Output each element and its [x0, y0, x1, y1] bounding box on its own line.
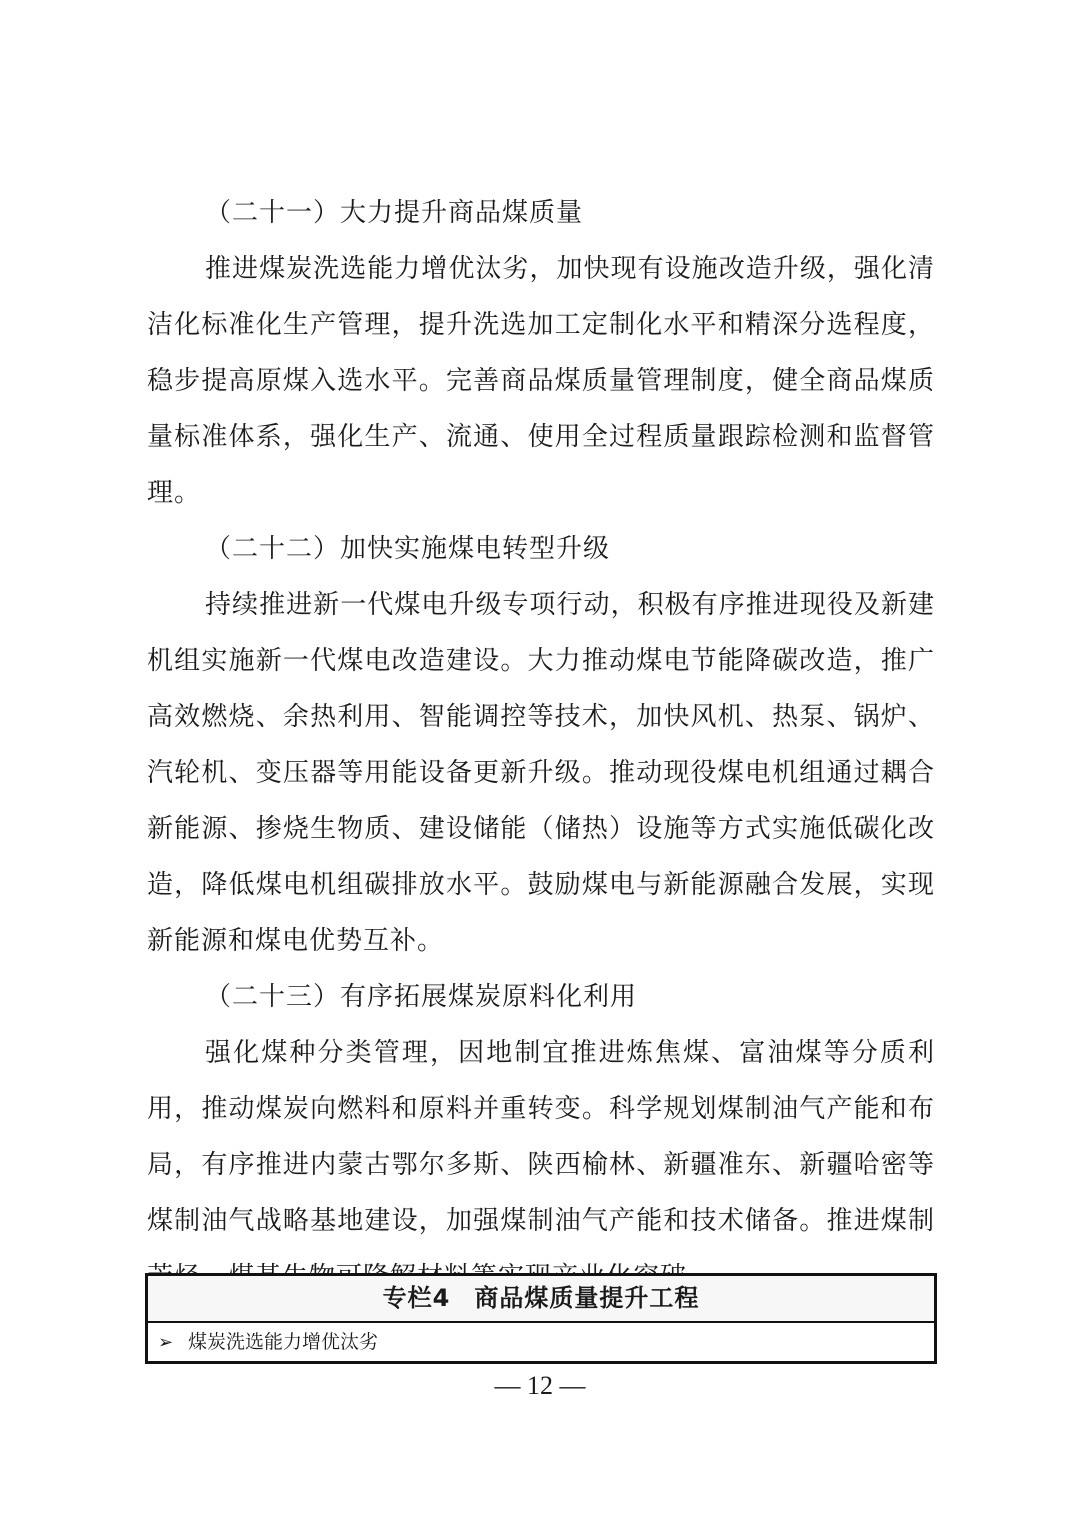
section-heading: （二十一）大力提升商品煤质量 [205, 198, 584, 228]
section-21 [147, 185, 935, 521]
section-heading: （二十二）加快实施煤电转型升级 [205, 534, 611, 564]
section-paragraph: 持续推进新一代煤电升级专项行动，积极有序推进现役及新建机组实施新一代煤电改造建设。大力推动煤电节能降碳改造，推广高效燃烧、余热利用、智能调控等技术，加快风机、热泵、锅炉、汽轮机、变压器等用能设备更新升级。推动现役煤电机组通过耦合新能源、掺烧生物质、建设储能（储热）设施等方式实施低碳化改造，降低煤电机组碳排放水平。鼓励煤电与新能源融合发展，实现新能源和煤电优势互补。 [147, 590, 935, 956]
section-paragraph: 强化煤种分类管理，因地制宜推进炼焦煤、富油煤等分质利用，推动煤炭向燃料和原料并重转变。科学规划煤制油气产能和布局，有序推进内蒙古鄂尔多斯、陕西榆林、新疆准东、新疆哈密等煤制油气战略基地建设，加强煤制油气产能和技术储备。推进煤制 [147, 1038, 935, 1236]
column-box-item [148, 1323, 934, 1361]
document-body [147, 185, 935, 1305]
column-box-header [148, 1276, 934, 1323]
section-22 [147, 521, 935, 969]
column-box-label: 专栏4 [382, 1284, 451, 1312]
page-number: — 12 — [494, 1371, 586, 1400]
column-box-item-text: 煤炭洗选能力增优汰劣 [188, 1331, 379, 1353]
section-paragraph: 推进煤炭洗选能力增优汰劣，加快现有设施改造升级，强化清洁化标准化生产管理，提升洗选加工定制化水平和精深分选程度，稳步提高原煤入选水平。完善商品煤质量管理制度，健全商品煤质量标准体系，强化生产、流通、使用全过程质量跟踪检测和监督管理。 [147, 254, 935, 508]
column-box [145, 1273, 937, 1364]
column-box-title: 商品煤质量提升工程 [474, 1284, 700, 1312]
section-23 [147, 969, 935, 1305]
section-heading: （二十三）有序拓展煤炭原料化利用 [205, 982, 638, 1012]
arrow-bullet-icon: ➢ [158, 1332, 174, 1353]
